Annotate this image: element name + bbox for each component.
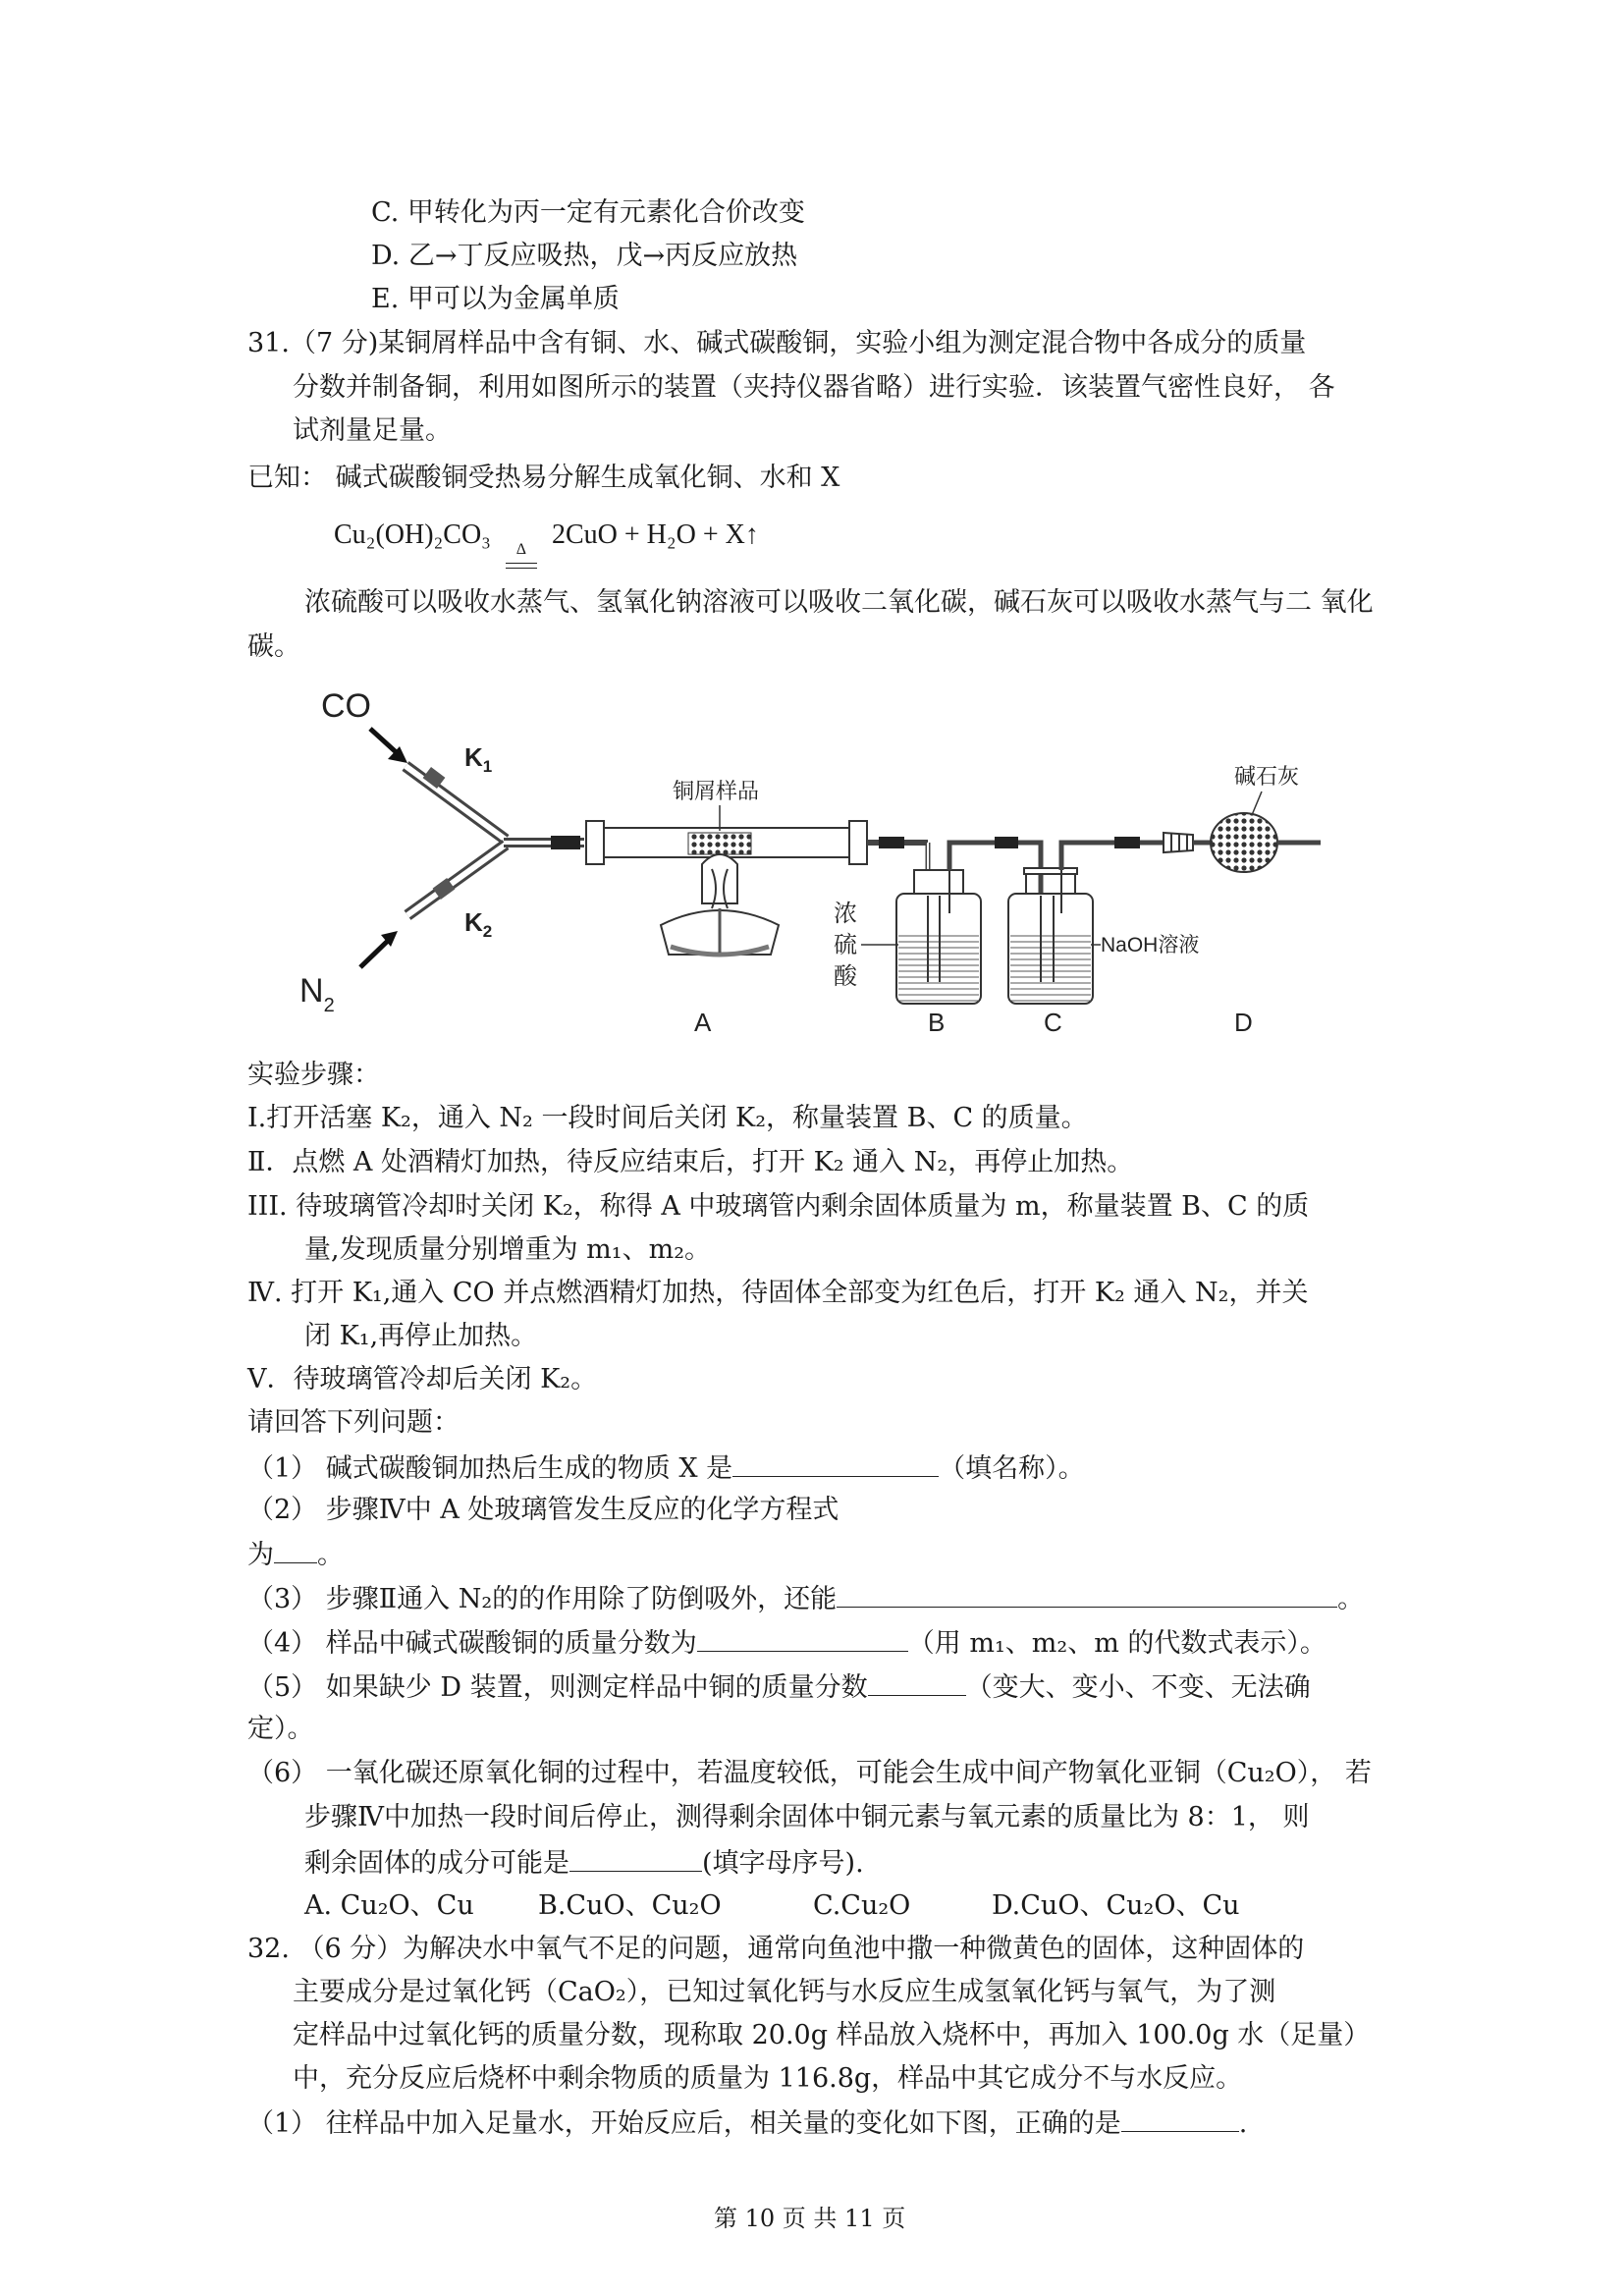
choice-a: A. Cu₂O、Cu [304, 1890, 474, 1921]
step-1: Ⅰ.打开活塞 K₂，通入 N₂ 一段时间后关闭 K₂，称量装置 B、C 的质量。 [247, 1103, 1088, 1133]
option-d: D. 乙→丁反应吸热，戊→丙反应放热 [371, 241, 798, 271]
delta-symbol: Δ [515, 541, 527, 558]
label-a: A [694, 1008, 712, 1037]
acid-char2: 硫 [834, 932, 857, 958]
option-c: C. 甲转化为丙一定有元素化合价改变 [371, 197, 805, 228]
q31-info-line1: 浓硫酸可以吸收水蒸气、氢氧化钠溶液可以吸收二氧化碳，碱石灰可以吸收水蒸气与二 氧化 [304, 587, 1374, 618]
q31-info-line2: 碳。 [247, 631, 300, 662]
q31-header-line3: 试剂量足量。 [293, 415, 452, 446]
label-c: C [1044, 1008, 1062, 1037]
sub-question-2-cont: 为 。 [247, 1537, 344, 1572]
sub-question-5-cont: 定）。 [247, 1714, 314, 1744]
q31-header-line2: 分数并制备铜，利用如图所示的装置（夹持仪器省略）进行实验．该装置气密性良好， 各 [293, 372, 1335, 403]
step-4-line1: Ⅳ. 打开 K₁,通入 CO 并点燃酒精灯加热，待固体全部变为红色后，打开 K₂ 通入 N₂，并关 [247, 1278, 1309, 1308]
label-b: B [928, 1008, 946, 1037]
step-3-line2: 量,发现质量分别增重为 m₁、m₂。 [304, 1234, 712, 1265]
q32-line3: 定样品中过氧化钙的质量分数，现称取 20.0g 样品放入烧杯中，再加入 100.0g 水（足量） [293, 2020, 1371, 2050]
sample-label: 铜屑样品 [673, 779, 760, 803]
step-3-line1: III. 待玻璃管冷却时关闭 K₂，称得 A 中玻璃管内剩余固体质量为 m，称量装置 B、C 的质 [247, 1191, 1310, 1222]
q32-sub-question-1: （1） 往样品中加入足量水，开始反应后，相关量的变化如下图，正确的是 . [247, 2105, 1247, 2141]
q32-line1: 32. （6 分）为解决水中氧气不足的问题，通常向鱼池中撒一种微黄色的固体，这种固体的 [247, 1934, 1305, 1964]
sub-question-3: （3） 步骤Ⅱ通入 N₂的的作用除了防倒吸外，还能 。 [247, 1581, 1364, 1616]
answer-blank-6[interactable] [569, 1845, 702, 1872]
sub-question-4: （4） 样品中碱式碳酸铜的质量分数为 （用 m₁、m₂、m 的代数式表示）。 [247, 1625, 1326, 1661]
q32-line2: 主要成分是过氧化钙（CaO₂），已知过氧化钙与水反应生成氢氧化钙与氧气，为了测 [293, 1977, 1276, 2007]
step-5: V．待玻璃管冷却后关闭 K₂。 [247, 1364, 598, 1394]
sub-question-2: （2） 步骤Ⅳ中 A 处玻璃管发生反应的化学方程式 [247, 1495, 839, 1525]
sub-question-5: （5） 如果缺少 D 装置，则测定样品中铜的质量分数 （变大、变小、不变、无法确 [247, 1669, 1311, 1705]
acid-char1: 浓 [834, 901, 857, 927]
answer-blank-1[interactable] [732, 1450, 939, 1477]
k1-label: $K_1$ [464, 742, 493, 776]
acid-char3: 酸 [834, 963, 857, 990]
k2-label: $K_2$ [464, 907, 493, 941]
step-4-line2: 闭 K₁,再停止加热。 [304, 1321, 538, 1351]
choice-d: D.CuO、Cu₂O、Cu [992, 1890, 1240, 1921]
sub-question-6-line3: 剩余固体的成分可能是 (填字母序号). [304, 1845, 864, 1881]
steps-title: 实验步骤： [247, 1060, 380, 1090]
sub-question-6-line1: （6） 一氧化碳还原氧化铜的过程中，若温度较低，可能会生成中间产物氧化亚铜（Cu₂O）， 若 [247, 1758, 1372, 1788]
answer-blank-q32-1[interactable] [1121, 2105, 1239, 2132]
step-2: Ⅱ．点燃 A 处酒精灯加热，待反应结束后，打开 K₂ 通入 N₂，再停止加热。 [247, 1147, 1134, 1177]
naoh-label: NaOH溶液 [1101, 934, 1200, 956]
answer-prompt: 请回答下列问题： [247, 1407, 460, 1438]
answer-blank-5[interactable] [868, 1669, 966, 1696]
chemical-equation [334, 519, 759, 558]
label-d: D [1234, 1008, 1253, 1037]
answer-blank-2[interactable] [274, 1537, 317, 1563]
soda-lime-label: 碱石灰 [1234, 764, 1300, 789]
sub-question-6-line2: 步骤Ⅳ中加热一段时间后停止，测得剩余固体中铜元素与氧元素的质量比为 8：1， 则 [304, 1802, 1310, 1832]
sub-question-1: （1） 碱式碳酸铜加热后生成的物质 X 是 （填名称）。 [247, 1450, 1085, 1486]
co-label: CO [321, 687, 371, 725]
apparatus-diagram [250, 668, 1340, 1041]
option-e: E. 甲可以为金属单质 [371, 284, 620, 314]
q31-known: 已知： 碱式碳酸铜受热易分解生成氧化铜、水和 X [247, 463, 840, 493]
equation-products: 2CuO + H₂O + X↑ [551, 519, 759, 550]
q31-header: 31.（7 分)某铜屑样品中含有铜、水、碱式碳酸铜，实验小组为测定混合物中各成分的质量 [247, 328, 1307, 358]
answer-blank-4[interactable] [697, 1625, 908, 1652]
answer-blank-3[interactable] [837, 1581, 1337, 1608]
choice-c: C.Cu₂O [813, 1890, 911, 1921]
choice-b: B.CuO、Cu₂O [538, 1890, 722, 1921]
page-footer: 第 10 页 共 11 页 [714, 2205, 906, 2232]
n2-label: $N_2$ [299, 972, 335, 1016]
q32-line4: 中，充分反应后烧杯中剩余物质的质量为 116.8g，样品中其它成分不与水反应。 [293, 2063, 1243, 2094]
equation-reactant: Cu₂(OH)₂CO₃ [334, 519, 491, 550]
